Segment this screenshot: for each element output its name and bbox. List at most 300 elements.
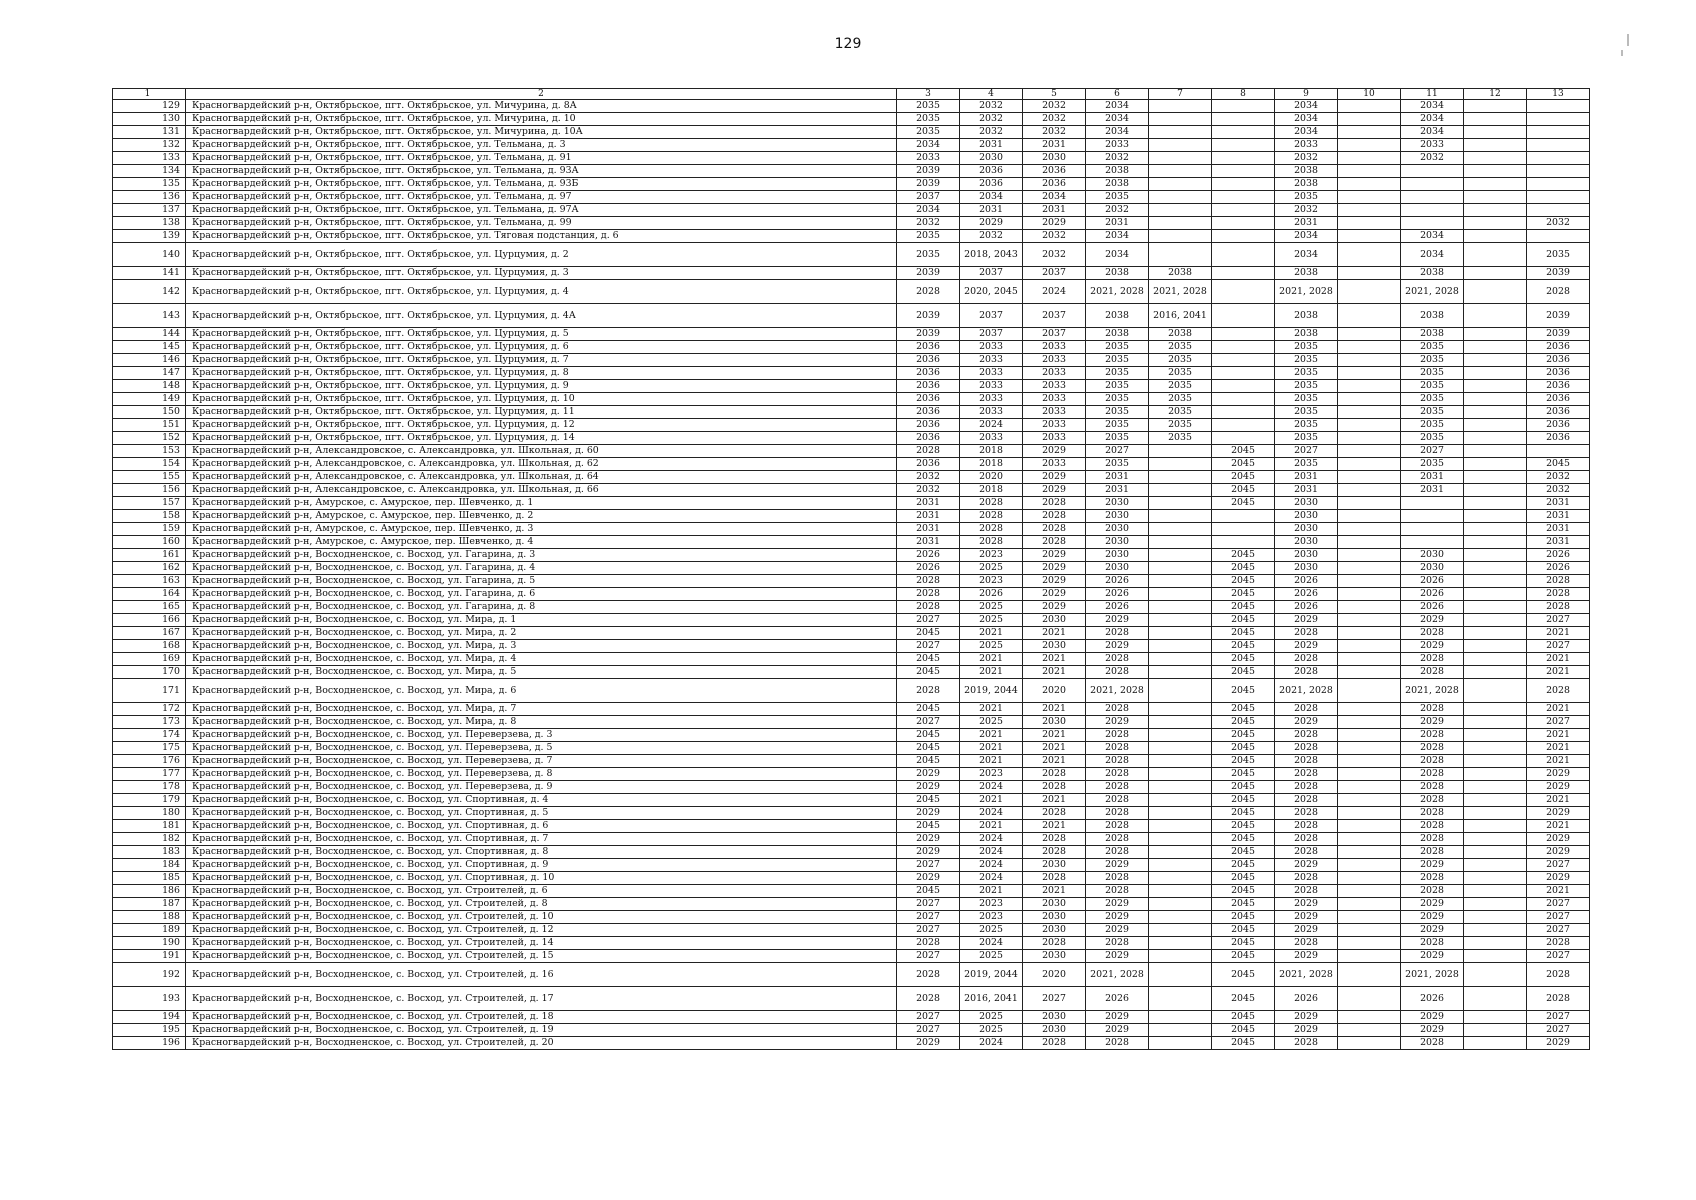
year-cell: 2031: [960, 139, 1023, 152]
year-cell: 2029: [1275, 911, 1338, 924]
year-cell: [1338, 627, 1401, 640]
year-cell: 2030: [1023, 859, 1086, 872]
year-cell: [1338, 328, 1401, 341]
year-cell: 2024: [960, 781, 1023, 794]
address-cell: Красногвардейский р-н, Октябрьское, пгт. Октябрьское, ул. Тяговая подстанция, д. 6: [186, 230, 897, 243]
year-cell: 2028: [1275, 768, 1338, 781]
year-cell: 2021, 2028: [1401, 963, 1464, 987]
year-cell: 2025: [960, 1011, 1023, 1024]
table-row: [113, 139, 1590, 152]
year-cell: 2028: [1275, 703, 1338, 716]
column-header: 7: [1149, 89, 1212, 100]
address-cell: Красногвардейский р-н, Восходненское, с. Восход, ул. Мира, д. 5: [186, 666, 897, 679]
year-cell: 2035: [1527, 243, 1590, 267]
year-cell: [1464, 755, 1527, 768]
row-number-cell: 145: [113, 341, 186, 354]
table-row: [113, 575, 1590, 588]
year-cell: 2029: [1401, 924, 1464, 937]
year-cell: [1464, 393, 1527, 406]
year-cell: 2030: [1275, 510, 1338, 523]
year-cell: 2021: [1023, 794, 1086, 807]
year-cell: [1338, 872, 1401, 885]
year-cell: [1338, 204, 1401, 217]
year-cell: [1149, 716, 1212, 729]
year-cell: [1527, 126, 1590, 139]
year-cell: 2033: [960, 393, 1023, 406]
address-cell: Красногвардейский р-н, Восходненское, с. Восход, ул. Гагарина, д. 6: [186, 588, 897, 601]
year-cell: 2023: [960, 549, 1023, 562]
year-cell: 2035: [1401, 406, 1464, 419]
table-row: [113, 328, 1590, 341]
year-cell: [1464, 950, 1527, 963]
year-cell: 2032: [1086, 204, 1149, 217]
year-cell: 2035: [1086, 432, 1149, 445]
year-cell: 2036: [1527, 393, 1590, 406]
year-cell: 2028: [1275, 755, 1338, 768]
year-cell: [1464, 640, 1527, 653]
year-cell: 2029: [1275, 950, 1338, 963]
year-cell: 2045: [1212, 885, 1275, 898]
year-cell: 2028: [1023, 768, 1086, 781]
year-cell: [1338, 304, 1401, 328]
address-cell: Красногвардейский р-н, Восходненское, с. Восход, ул. Строителей, д. 15: [186, 950, 897, 963]
year-cell: 2034: [1086, 126, 1149, 139]
year-cell: [1464, 354, 1527, 367]
year-cell: 2045: [1212, 911, 1275, 924]
year-cell: 2028: [1275, 627, 1338, 640]
year-cell: 2030: [1086, 536, 1149, 549]
year-cell: 2028: [1275, 666, 1338, 679]
year-cell: 2039: [897, 328, 960, 341]
year-cell: [1149, 950, 1212, 963]
year-cell: 2034: [1401, 126, 1464, 139]
year-cell: 2030: [1275, 562, 1338, 575]
year-cell: 2031: [1023, 139, 1086, 152]
year-cell: [1212, 304, 1275, 328]
year-cell: [1464, 768, 1527, 781]
table-row: [113, 536, 1590, 549]
table-row: [113, 380, 1590, 393]
table-row: [113, 406, 1590, 419]
row-number-cell: 165: [113, 601, 186, 614]
address-cell: Красногвардейский р-н, Октябрьское, пгт. Октябрьское, ул. Тельмана, д. 93Б: [186, 178, 897, 191]
year-cell: 2038: [1275, 178, 1338, 191]
year-cell: [1338, 536, 1401, 549]
year-cell: 2018, 2043: [960, 243, 1023, 267]
year-cell: 2029: [897, 833, 960, 846]
year-cell: 2036: [1527, 380, 1590, 393]
year-cell: 2036: [1023, 178, 1086, 191]
table-row: [113, 872, 1590, 885]
year-cell: 2027: [897, 640, 960, 653]
table-row: [113, 152, 1590, 165]
address-cell: Красногвардейский р-н, Октябрьское, пгт. Октябрьское, ул. Цурцумия, д. 2: [186, 243, 897, 267]
year-cell: 2028: [897, 679, 960, 703]
year-cell: 2036: [897, 406, 960, 419]
year-cell: [1149, 204, 1212, 217]
year-cell: 2029: [1527, 833, 1590, 846]
year-cell: 2028: [1086, 627, 1149, 640]
year-cell: 2028: [1023, 1037, 1086, 1050]
year-cell: 2038: [1275, 165, 1338, 178]
row-number-cell: 194: [113, 1011, 186, 1024]
year-cell: 2045: [1212, 614, 1275, 627]
table-row: [113, 191, 1590, 204]
year-cell: 2025: [960, 950, 1023, 963]
year-cell: 2035: [1086, 191, 1149, 204]
year-cell: [1149, 139, 1212, 152]
address-cell: Красногвардейский р-н, Октябрьское, пгт. Октябрьское, ул. Цурцумия, д. 7: [186, 354, 897, 367]
year-cell: 2032: [1023, 243, 1086, 267]
row-number-cell: 139: [113, 230, 186, 243]
address-cell: Красногвардейский р-н, Октябрьское, пгт. Октябрьское, ул. Тельмана, д. 97: [186, 191, 897, 204]
year-cell: 2030: [1086, 510, 1149, 523]
address-cell: Красногвардейский р-н, Восходненское, с. Восход, ул. Переверзева, д. 9: [186, 781, 897, 794]
year-cell: 2028: [1275, 1037, 1338, 1050]
year-cell: 2023: [960, 911, 1023, 924]
table-row: [113, 640, 1590, 653]
year-cell: [1149, 859, 1212, 872]
address-cell: Красногвардейский р-н, Амурское, с. Амурское, пер. Шевченко, д. 4: [186, 536, 897, 549]
year-cell: 2028: [1086, 729, 1149, 742]
year-cell: [1212, 341, 1275, 354]
year-cell: 2026: [1401, 987, 1464, 1011]
year-cell: 2028: [1275, 781, 1338, 794]
year-cell: 2028: [1086, 846, 1149, 859]
year-cell: [1212, 536, 1275, 549]
year-cell: 2045: [897, 755, 960, 768]
address-cell: Красногвардейский р-н, Октябрьское, пгт. Октябрьское, ул. Мичурина, д. 8А: [186, 100, 897, 113]
year-cell: 2026: [897, 562, 960, 575]
year-cell: 2029: [1527, 846, 1590, 859]
year-cell: [1149, 497, 1212, 510]
year-cell: [1338, 794, 1401, 807]
year-cell: [1464, 165, 1527, 178]
year-cell: [1527, 445, 1590, 458]
year-cell: 2029: [1275, 859, 1338, 872]
row-number-cell: 178: [113, 781, 186, 794]
year-cell: 2031: [897, 510, 960, 523]
year-cell: 2028: [1401, 729, 1464, 742]
year-cell: [1338, 1024, 1401, 1037]
row-number-cell: 173: [113, 716, 186, 729]
row-number-cell: 158: [113, 510, 186, 523]
table-row: [113, 113, 1590, 126]
address-cell: Красногвардейский р-н, Восходненское, с. Восход, ул. Строителей, д. 18: [186, 1011, 897, 1024]
year-cell: 2034: [1401, 243, 1464, 267]
year-cell: 2037: [960, 328, 1023, 341]
year-cell: 2028: [1401, 846, 1464, 859]
year-cell: 2029: [1086, 716, 1149, 729]
year-cell: [1464, 820, 1527, 833]
year-cell: 2038: [1086, 165, 1149, 178]
year-cell: 2029: [1275, 1024, 1338, 1037]
year-cell: 2021: [960, 703, 1023, 716]
year-cell: 2036: [897, 380, 960, 393]
year-cell: 2035: [1149, 432, 1212, 445]
year-cell: 2016, 2041: [960, 987, 1023, 1011]
year-cell: 2036: [1527, 419, 1590, 432]
year-cell: 2031: [1086, 217, 1149, 230]
year-cell: 2045: [1212, 872, 1275, 885]
year-cell: 2030: [1023, 911, 1086, 924]
year-cell: [1338, 523, 1401, 536]
year-cell: 2024: [960, 872, 1023, 885]
year-cell: [1464, 380, 1527, 393]
year-cell: [1149, 703, 1212, 716]
year-cell: [1149, 924, 1212, 937]
year-cell: [1338, 898, 1401, 911]
year-cell: [1338, 640, 1401, 653]
column-header: 3: [897, 89, 960, 100]
row-number-cell: 175: [113, 742, 186, 755]
row-number-cell: 176: [113, 755, 186, 768]
row-number-cell: 149: [113, 393, 186, 406]
year-cell: 2033: [960, 367, 1023, 380]
table-row: [113, 666, 1590, 679]
year-cell: 2028: [1086, 781, 1149, 794]
address-cell: Красногвардейский р-н, Восходненское, с. Восход, ул. Строителей, д. 14: [186, 937, 897, 950]
year-cell: 2021, 2028: [1086, 280, 1149, 304]
year-cell: 2021: [1527, 703, 1590, 716]
year-cell: [1149, 666, 1212, 679]
row-number-cell: 168: [113, 640, 186, 653]
address-cell: Красногвардейский р-н, Александровское, с. Александровка, ул. Школьная, д. 60: [186, 445, 897, 458]
year-cell: [1338, 937, 1401, 950]
column-header: 2: [186, 89, 897, 100]
year-cell: 2033: [1023, 341, 1086, 354]
year-cell: [1149, 963, 1212, 987]
year-cell: [1149, 458, 1212, 471]
year-cell: 2045: [1212, 859, 1275, 872]
row-number-cell: 133: [113, 152, 186, 165]
year-cell: [1464, 1024, 1527, 1037]
row-number-cell: 164: [113, 588, 186, 601]
year-cell: 2035: [1275, 341, 1338, 354]
year-cell: 2035: [1086, 458, 1149, 471]
year-cell: 2029: [1023, 575, 1086, 588]
column-header: 5: [1023, 89, 1086, 100]
year-cell: [1338, 267, 1401, 280]
year-cell: 2028: [1401, 703, 1464, 716]
year-cell: [1338, 393, 1401, 406]
address-cell: Красногвардейский р-н, Восходненское, с. Восход, ул. Мира, д. 2: [186, 627, 897, 640]
year-cell: 2045: [1212, 937, 1275, 950]
year-cell: 2024: [1023, 280, 1086, 304]
year-cell: [1527, 230, 1590, 243]
address-cell: Красногвардейский р-н, Восходненское, с. Восход, ул. Спортивная, д. 8: [186, 846, 897, 859]
year-cell: [1149, 679, 1212, 703]
year-cell: [1464, 432, 1527, 445]
table-row: [113, 523, 1590, 536]
year-cell: 2028: [1023, 833, 1086, 846]
year-cell: 2037: [1023, 304, 1086, 328]
year-cell: 2035: [1086, 341, 1149, 354]
year-cell: 2031: [1023, 204, 1086, 217]
year-cell: [1149, 471, 1212, 484]
year-cell: 2029: [1401, 1024, 1464, 1037]
year-cell: [1149, 230, 1212, 243]
year-cell: [1212, 419, 1275, 432]
row-number-cell: 131: [113, 126, 186, 139]
year-cell: 2028: [1275, 872, 1338, 885]
year-cell: [1338, 484, 1401, 497]
year-cell: [1149, 575, 1212, 588]
year-cell: 2038: [1275, 304, 1338, 328]
year-cell: 2045: [1212, 562, 1275, 575]
year-cell: [1338, 653, 1401, 666]
year-cell: [1338, 230, 1401, 243]
year-cell: [1338, 178, 1401, 191]
year-cell: [1464, 445, 1527, 458]
year-cell: [1464, 911, 1527, 924]
year-cell: [1464, 328, 1527, 341]
year-cell: 2035: [1086, 419, 1149, 432]
year-cell: 2038: [1086, 178, 1149, 191]
address-cell: Красногвардейский р-н, Октябрьское, пгт. Октябрьское, ул. Тельмана, д. 97А: [186, 204, 897, 217]
year-cell: 2035: [1401, 380, 1464, 393]
year-cell: [1527, 204, 1590, 217]
year-cell: 2032: [1023, 113, 1086, 126]
row-number-cell: 152: [113, 432, 186, 445]
year-cell: [1149, 781, 1212, 794]
year-cell: 2045: [1212, 833, 1275, 846]
table-row: [113, 768, 1590, 781]
year-cell: 2039: [897, 165, 960, 178]
year-cell: 2027: [1275, 445, 1338, 458]
row-number-cell: 134: [113, 165, 186, 178]
year-cell: 2024: [960, 1037, 1023, 1050]
address-cell: Красногвардейский р-н, Октябрьское, пгт. Октябрьское, ул. Тельмана, д. 93А: [186, 165, 897, 178]
row-number-cell: 154: [113, 458, 186, 471]
table-row: [113, 588, 1590, 601]
address-cell: Красногвардейский р-н, Восходненское, с. Восход, ул. Строителей, д. 20: [186, 1037, 897, 1050]
year-cell: 2035: [1275, 458, 1338, 471]
year-cell: 2035: [1149, 367, 1212, 380]
year-cell: 2035: [1275, 393, 1338, 406]
row-number-cell: 186: [113, 885, 186, 898]
year-cell: 2027: [897, 859, 960, 872]
table-row: [113, 393, 1590, 406]
year-cell: [1464, 729, 1527, 742]
year-cell: 2021: [1527, 885, 1590, 898]
year-cell: [1338, 833, 1401, 846]
table-row: [113, 432, 1590, 445]
year-cell: 2045: [897, 703, 960, 716]
year-cell: 2029: [1527, 807, 1590, 820]
year-cell: 2032: [1527, 484, 1590, 497]
year-cell: 2025: [960, 614, 1023, 627]
year-cell: 2021: [960, 755, 1023, 768]
year-cell: [1527, 113, 1590, 126]
table-row: [113, 204, 1590, 217]
table-row: [113, 100, 1590, 113]
year-cell: 2038: [1401, 328, 1464, 341]
year-cell: 2033: [1023, 380, 1086, 393]
year-cell: 2045: [1212, 601, 1275, 614]
year-cell: 2038: [1149, 267, 1212, 280]
year-cell: 2028: [897, 575, 960, 588]
address-cell: Красногвардейский р-н, Восходненское, с. Восход, ул. Переверзева, д. 7: [186, 755, 897, 768]
table-row: [113, 885, 1590, 898]
year-cell: 2045: [1212, 549, 1275, 562]
year-cell: 2021, 2028: [1275, 280, 1338, 304]
year-cell: 2045: [897, 885, 960, 898]
year-cell: 2028: [897, 588, 960, 601]
year-cell: 2028: [1401, 666, 1464, 679]
row-number-cell: 151: [113, 419, 186, 432]
year-cell: 2045: [1212, 484, 1275, 497]
year-cell: [1149, 191, 1212, 204]
year-cell: 2028: [1527, 280, 1590, 304]
table-row: [113, 859, 1590, 872]
year-cell: [1149, 653, 1212, 666]
year-cell: [1464, 846, 1527, 859]
year-cell: 2023: [960, 768, 1023, 781]
year-cell: [1149, 755, 1212, 768]
year-cell: 2028: [1023, 510, 1086, 523]
address-cell: Красногвардейский р-н, Октябрьское, пгт. Октябрьское, ул. Цурцумия, д. 4: [186, 280, 897, 304]
year-cell: 2045: [1212, 950, 1275, 963]
year-cell: 2029: [1527, 1037, 1590, 1050]
row-number-cell: 140: [113, 243, 186, 267]
year-cell: [1212, 113, 1275, 126]
year-cell: 2029: [897, 846, 960, 859]
address-cell: Красногвардейский р-н, Восходненское, с. Восход, ул. Строителей, д. 16: [186, 963, 897, 987]
year-cell: [1401, 497, 1464, 510]
address-cell: Красногвардейский р-н, Восходненское, с. Восход, ул. Переверзева, д. 3: [186, 729, 897, 742]
year-cell: 2028: [1086, 807, 1149, 820]
year-cell: [1338, 729, 1401, 742]
year-cell: 2029: [897, 781, 960, 794]
year-cell: [1338, 139, 1401, 152]
year-cell: 2045: [1212, 794, 1275, 807]
address-cell: Красногвардейский р-н, Восходненское, с. Восход, ул. Гагарина, д. 3: [186, 549, 897, 562]
address-cell: Красногвардейский р-н, Октябрьское, пгт. Октябрьское, ул. Цурцумия, д. 5: [186, 328, 897, 341]
year-cell: [1212, 178, 1275, 191]
year-cell: 2038: [1401, 267, 1464, 280]
year-cell: [1464, 341, 1527, 354]
year-cell: 2021: [1023, 729, 1086, 742]
year-cell: 2028: [1527, 987, 1590, 1011]
year-cell: 2038: [1275, 267, 1338, 280]
year-cell: 2021: [1023, 666, 1086, 679]
year-cell: 2035: [897, 126, 960, 139]
year-cell: 2021: [1527, 755, 1590, 768]
year-cell: 2021, 2028: [1275, 963, 1338, 987]
year-cell: [1338, 911, 1401, 924]
year-cell: 2034: [1086, 100, 1149, 113]
year-cell: 2026: [1086, 575, 1149, 588]
year-cell: 2029: [1023, 562, 1086, 575]
year-cell: 2035: [1149, 354, 1212, 367]
year-cell: 2028: [1401, 885, 1464, 898]
row-number-cell: 161: [113, 549, 186, 562]
year-cell: 2045: [1212, 898, 1275, 911]
year-cell: 2033: [1401, 139, 1464, 152]
year-cell: 2027: [897, 898, 960, 911]
row-number-cell: 157: [113, 497, 186, 510]
year-cell: [1149, 100, 1212, 113]
year-cell: [1149, 1037, 1212, 1050]
year-cell: 2035: [1401, 354, 1464, 367]
year-cell: 2027: [1527, 1011, 1590, 1024]
year-cell: [1212, 406, 1275, 419]
year-cell: 2045: [1212, 768, 1275, 781]
year-cell: 2030: [1023, 152, 1086, 165]
year-cell: [1527, 139, 1590, 152]
year-cell: [1464, 191, 1527, 204]
